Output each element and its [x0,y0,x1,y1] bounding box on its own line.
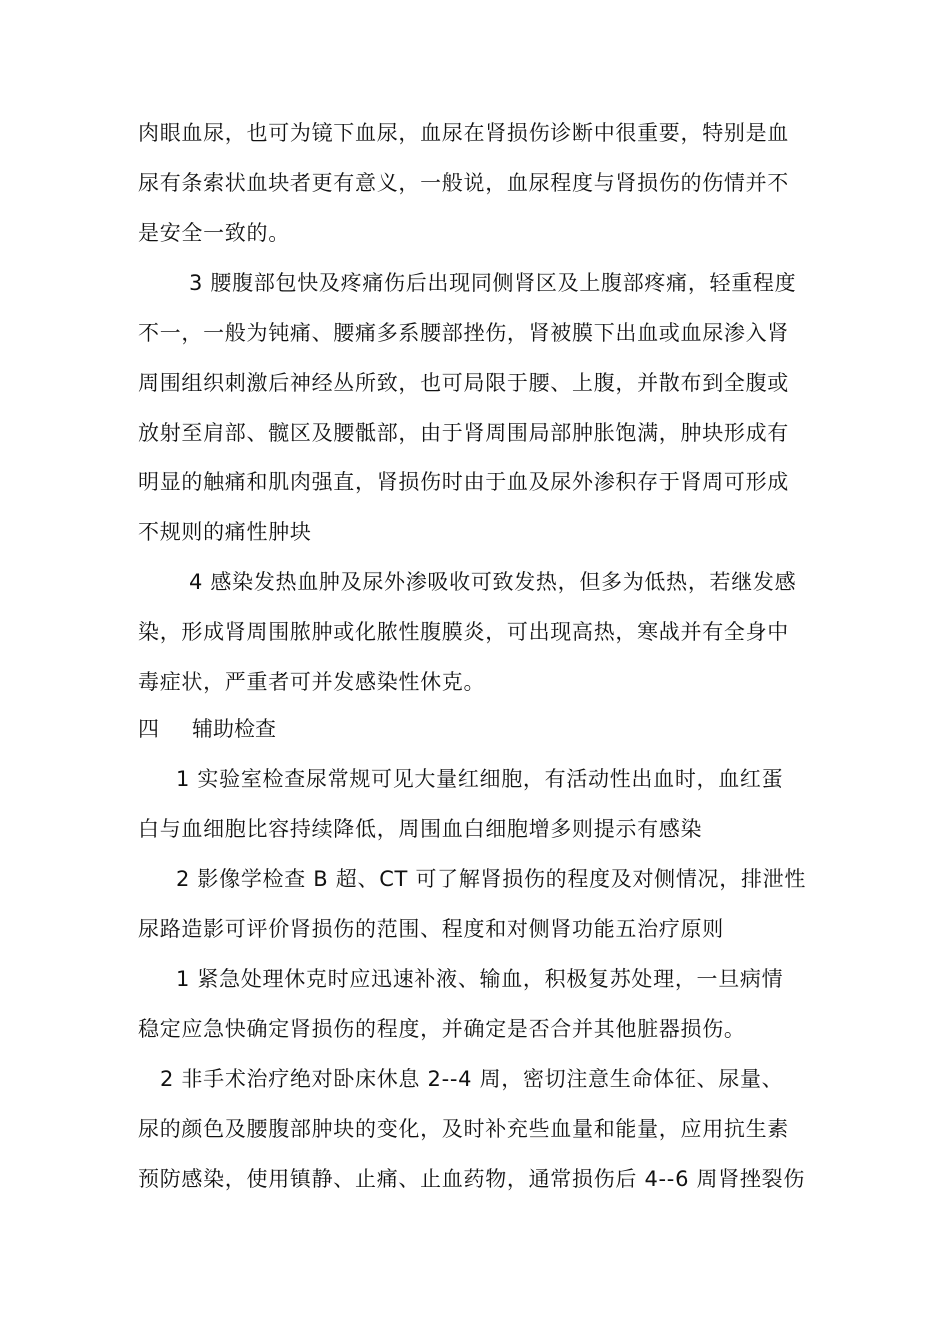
paragraph-line: 是安全一致的。 [138,221,290,245]
paragraph-line: 稳定应急快确定肾损伤的程度，并确定是否合并其他脏器损伤。 [138,1017,746,1041]
paragraph-line: 染，形成肾周围脓肿或化脓性腹膜炎，可出现高热，寒战并有全身中 [138,620,789,644]
paragraph-line: 毒症状，严重者可并发感染性休克。 [138,670,486,694]
paragraph-line: 预防感染，使用镇静、止痛、止血药物，通常损伤后 4--6 周肾挫裂伤 [138,1167,806,1191]
paragraph-line: 不规则的痛性肿块 [138,520,312,544]
paragraph-line: 周围组织刺激后神经丛所致，也可局限于腰、上腹，并散布到全腹或 [138,371,789,395]
paragraph-line: 1 实验室检查尿常规可见大量红细胞，有活动性出血时，血红蛋 [176,767,784,791]
section-heading [138,714,276,744]
paragraph-line: 尿路造影可评价肾损伤的范围、程度和对侧肾功能五治疗原则 [138,917,724,941]
section-number: 四 [138,717,159,741]
section-title: 辅助检查 [192,717,276,741]
paragraph-line: 尿有条索状血块者更有意义，一般说，血尿程度与肾损伤的伤情并不 [138,171,789,195]
paragraph-line: 尿的颜色及腰腹部肿块的变化，及时补充些血量和能量，应用抗生素 [138,1117,789,1141]
paragraph-line: 不一，一般为钝痛、腰痛多系腰部挫伤，肾被膜下出血或血尿渗入肾 [138,321,789,345]
paragraph-line: 4 感染发热血肿及尿外渗吸收可致发热，但多为低热，若继发感 [189,570,797,594]
paragraph-line: 2 影像学检查 B 超、CT 可了解肾损伤的程度及对侧情况，排泄性 [176,867,807,891]
paragraph-line: 1 紧急处理休克时应迅速补液、输血，积极复苏处理，一旦病情 [176,967,784,991]
paragraph-line: 放射至肩部、髋区及腰骶部，由于肾周围局部肿胀饱满，肿块形成有 [138,421,789,445]
paragraph-line: 明显的触痛和肌肉强直，肾损伤时由于血及尿外渗积存于肾周可形成 [138,470,789,494]
paragraph-line: 白与血细胞比容持续降低，周围血白细胞增多则提示有感染 [138,817,703,841]
paragraph-line: 2 非手术治疗绝对卧床休息 2--4 周，密切注意生命体征、尿量、 [160,1067,784,1091]
paragraph-line: 肉眼血尿，也可为镜下血尿，血尿在肾损伤诊断中很重要，特别是血 [138,121,789,145]
paragraph-line: 3 腰腹部包快及疼痛伤后出现同侧肾区及上腹部疼痛，轻重程度 [189,271,797,295]
